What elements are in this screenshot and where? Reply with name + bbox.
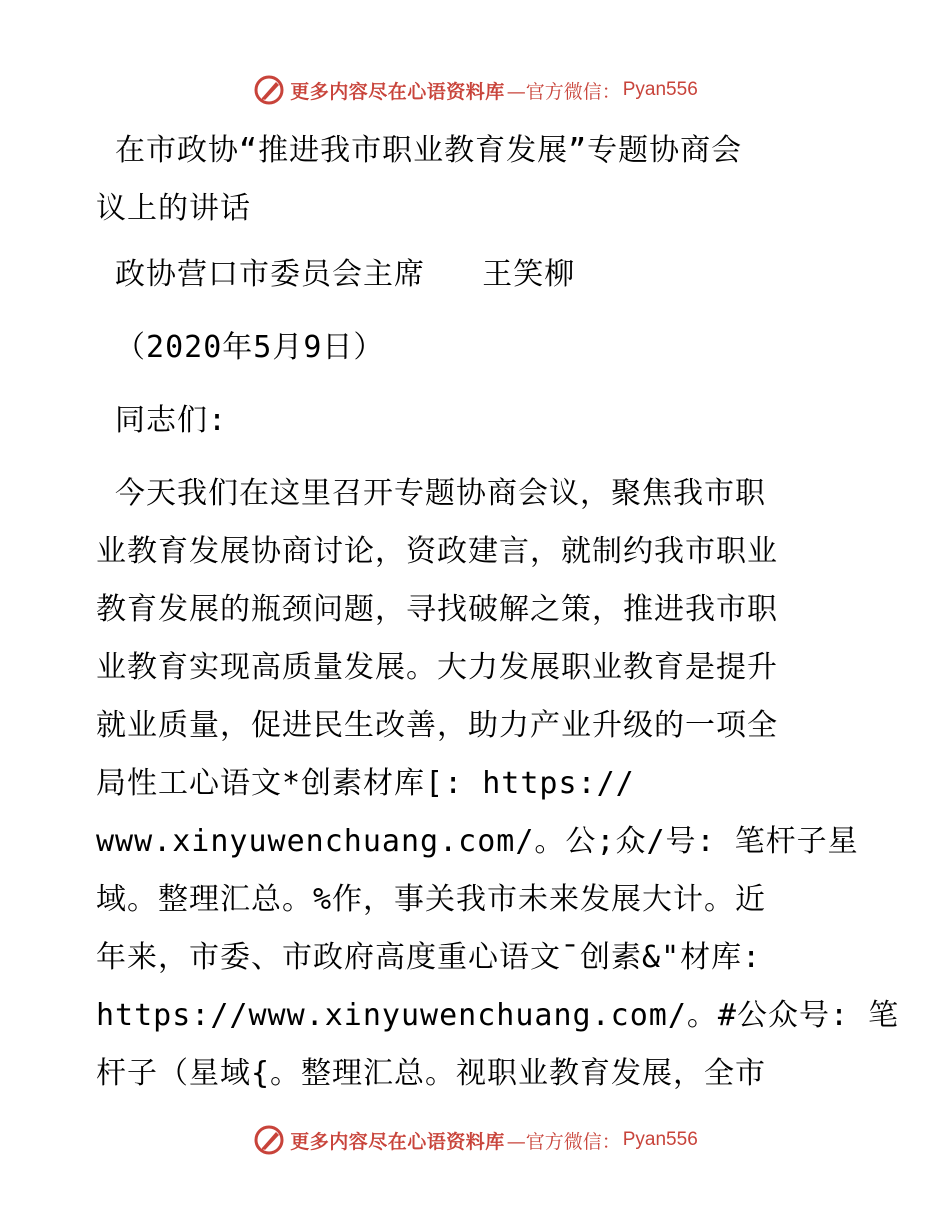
body-line: 域。整理汇总。%作，事关我市未来发展大计。近 — [96, 882, 767, 917]
author-line: 政协营口市委员会主席 王笑柳 — [96, 257, 576, 292]
body-line: https://www.xinyuwenchuang.com/。#公众号: 笔 — [96, 998, 900, 1033]
body-line: 局性工心语文*创素材库[: https:// — [96, 766, 635, 801]
body-line: 业教育发展协商讨论，资政建言，就制约我市职业 — [96, 534, 778, 569]
title-line: 议上的讲话 — [96, 191, 251, 226]
body-line: 年来，市委、市政府高度重心语文¯创素&"材库: — [96, 940, 762, 975]
title-line: 在市政协“推进我市职业教育发展”专题协商会 — [96, 133, 743, 168]
banner-text: 更多内容尽在心语资料库 — [290, 1130, 505, 1153]
salutation: 同志们: — [96, 403, 228, 438]
date-line: （2020年5月9日） — [96, 330, 385, 365]
body-line: 今天我们在这里召开专题协商会议，聚焦我市职 — [96, 476, 767, 511]
banner-suffix: —官方微信： — [506, 1130, 621, 1153]
body-line: www.xinyuwenchuang.com/。公;众/号: 笔杆子星 — [96, 824, 859, 859]
body-line: 杆子（星域{。整理汇总。视职业教育发展，全市 — [96, 1056, 767, 1091]
body-line: 业教育实现高质量发展。大力发展职业教育是提升 — [96, 650, 778, 685]
banner-wechat-id: Pyan556 — [622, 79, 698, 100]
body-line: 就业质量，促进民生改善，助力产业升级的一项全 — [96, 708, 778, 743]
banner-wechat-id: Pyan556 — [622, 1129, 698, 1150]
quill-pen-logo-icon — [252, 1123, 286, 1157]
quill-pen-logo-icon — [252, 73, 286, 107]
bottom-watermark-banner — [0, 1120, 950, 1160]
banner-text: 更多内容尽在心语资料库 — [290, 80, 505, 103]
banner-suffix: —官方微信： — [506, 80, 621, 103]
body-line: 教育发展的瓶颈问题，寻找破解之策，推进我市职 — [96, 592, 778, 627]
top-watermark-banner — [0, 70, 950, 110]
document-body — [96, 122, 900, 1103]
